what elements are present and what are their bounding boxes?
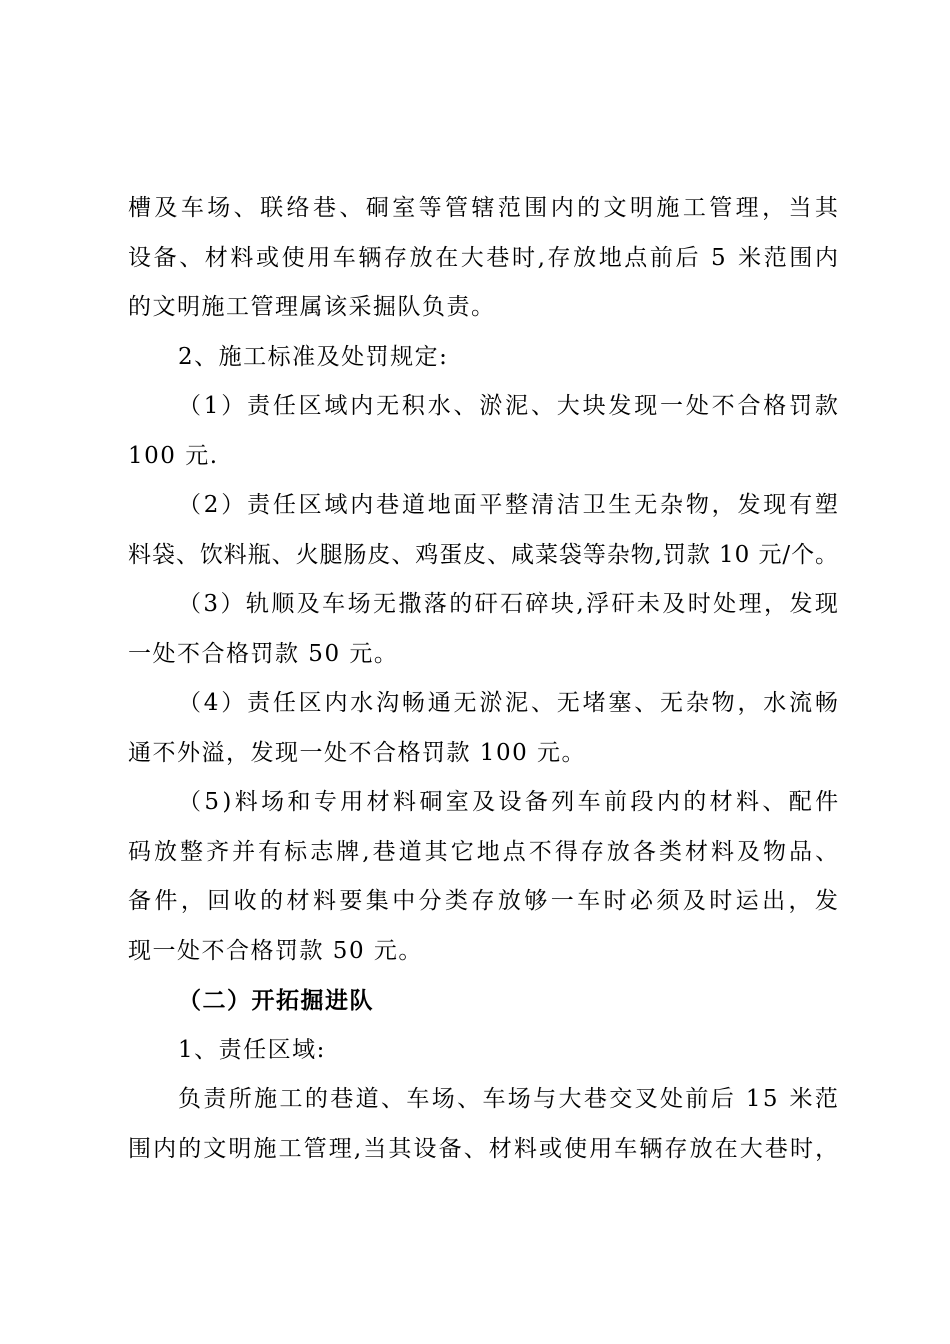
text-line: 1、责任区域: [178, 1036, 326, 1063]
text-line: （1）责任区域内无积水、淤泥、大块发现一处不合格罚款 [178, 393, 841, 419]
text-line: 100 元. [128, 442, 219, 469]
text-line: （2）责任区域内巷道地面平整清洁卫生无杂物，发现有塑 [178, 492, 841, 518]
text-line: 2、施工标准及处罚规定: [178, 343, 449, 370]
body-text [128, 184, 842, 1174]
text-line: 现一处不合格罚款 50 元。 [128, 937, 423, 964]
text-line: 围内的文明施工管理,当其设备、材料或使用车辆存放在大巷时， [128, 1135, 841, 1162]
text-line: 负责所施工的巷道、车场、车场与大巷交叉处前后 15 米范 [178, 1086, 841, 1112]
text-line: 一处不合格罚款 50 元。 [128, 640, 399, 667]
text-line: （3）轨顺及车场无撒落的矸石碎块,浮矸未及时处理，发现 [178, 591, 841, 617]
text-line: 通不外溢，发现一处不合格罚款 100 元。 [128, 739, 587, 766]
text-line: 料袋、饮料瓶、火腿肠皮、鸡蛋皮、咸菜袋等杂物,罚款 10 元/个。 [128, 541, 839, 568]
text-line: 槽及车场、联络巷、硐室等管辖范围内的文明施工管理，当其 [128, 195, 842, 221]
text-line: 设备、材料或使用车辆存放在大巷时,存放地点前后 5 米范围内 [128, 244, 841, 271]
text-line: （5)料场和专用材料硐室及设备列车前段内的材料、配件 [178, 789, 842, 815]
text-line: 备件，回收的材料要集中分类存放够一车时必须及时运出，发 [128, 888, 842, 914]
section-heading: （二）开拓掘进队 [178, 987, 374, 1014]
text-line: 码放整齐并有标志牌,巷道其它地点不得存放各类材料及物品、 [128, 838, 842, 865]
text-line: 的文明施工管理属该采掘队负责。 [128, 294, 496, 320]
text-line: （4）责任区内水沟畅通无淤泥、无堵塞、无杂物，水流畅 [178, 690, 841, 716]
